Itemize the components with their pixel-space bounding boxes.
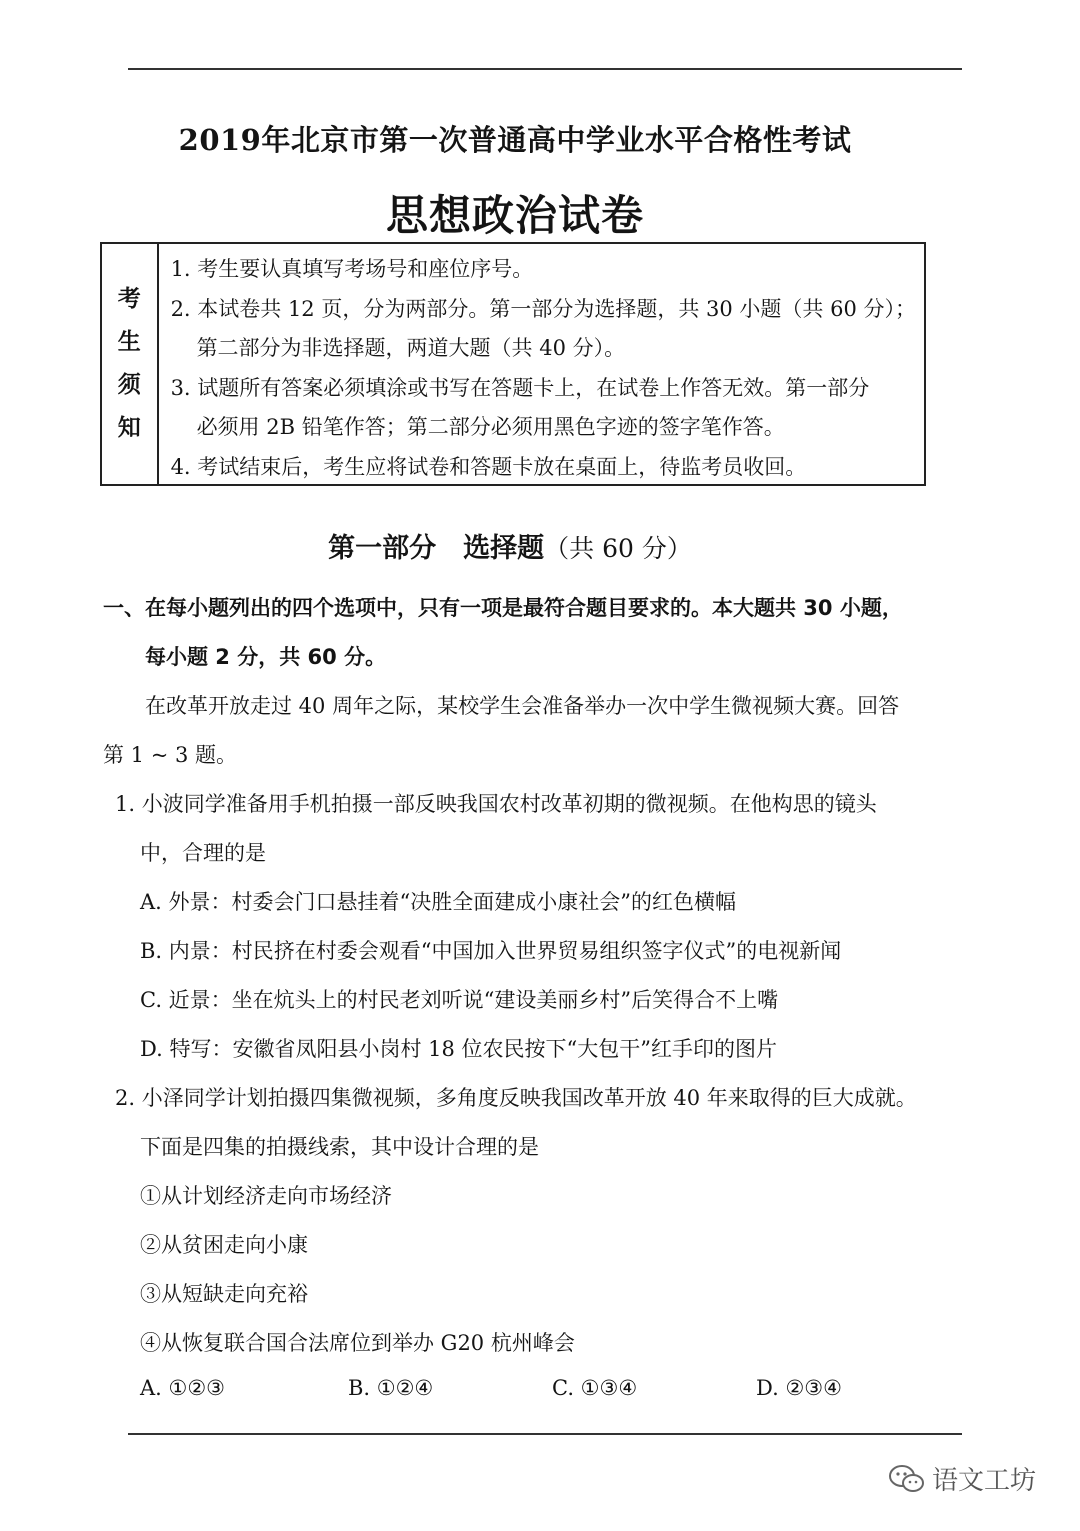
bottom-rule — [128, 1433, 962, 1435]
question-item: ③从短缺走向充裕 — [140, 1282, 308, 1306]
question-option: D. 特写：安徽省凤阳县小岗村 18 位农民按下“大包干”红手印的图片 — [140, 1037, 777, 1061]
watermark-text: 语文工坊 — [932, 1466, 1037, 1496]
notice-body — [159, 244, 924, 484]
context-line: 第 1 ~ 3 题。 — [103, 743, 238, 767]
notice-line: 第二部分为非选择题，两道大题（共 40 分）。 — [196, 336, 626, 360]
question-item: ①从计划经济走向市场经济 — [140, 1184, 392, 1208]
instruction-line: 一、在每小题列出的四个选项中，只有一项是最符合题目要求的。本大题共 30 小题， — [103, 596, 903, 620]
notice-heading — [102, 244, 159, 484]
context-line: 在改革开放走过 40 周年之际，某校学生会准备举办一次中学生微视频大赛。回答 — [145, 694, 900, 718]
notice-heading-char: 生 — [117, 329, 141, 355]
question-option: A. 外景：村委会门口悬挂着“决胜全面建成小康社会”的红色横幅 — [140, 890, 736, 914]
question-stem: 中，合理的是 — [140, 841, 266, 865]
subject-title: 思想政治试卷 — [385, 191, 644, 240]
top-rule — [128, 68, 962, 70]
answer-choice: C. ①③④ — [552, 1376, 638, 1400]
notice-line: 必须用 2B 铅笔作答；第二部分必须用黑色字迹的签字笔作答。 — [196, 415, 785, 439]
notice-line: 1. 考生要认真填写考场号和座位序号。 — [170, 257, 534, 281]
notice-heading-char: 须 — [117, 372, 141, 398]
section-title — [0, 526, 1020, 565]
section-title-text: 第一部分 选择题 — [328, 533, 545, 564]
question-option: B. 内景：村民挤在村委会观看“中国加入世界贸易组织签字仪式”的电视新闻 — [140, 939, 842, 963]
notice-line: 3. 试题所有答案必须填涂或书写在答题卡上，在试卷上作答无效。第一部分 — [170, 375, 870, 400]
section-score: （共 60 分） — [544, 534, 692, 563]
question-stem: 1. 小波同学准备用手机拍摄一部反映我国农村改革初期的微视频。在他构思的镜头 — [115, 792, 877, 816]
exam-notice-box — [100, 242, 926, 486]
notice-heading-char: 考 — [117, 286, 141, 312]
notice-line: 2. 本试卷共 12 页，分为两部分。第一部分为选择题，共 30 小题（共 60 分）； — [170, 296, 916, 321]
wechat-icon — [888, 1464, 926, 1494]
exam-title: 2019年北京市第一次普通高中学业水平合格性考试 — [178, 123, 852, 157]
instruction-line: 每小题 2 分，共 60 分。 — [145, 645, 387, 669]
question-stem: 2. 小泽同学计划拍摄四集微视频，多角度反映我国改革开放 40 年来取得的巨大成就。 — [115, 1086, 917, 1110]
answer-choice: D. ②③④ — [756, 1376, 842, 1400]
notice-heading-char: 知 — [117, 415, 141, 441]
notice-line: 4. 考试结束后，考生应将试卷和答题卡放在桌面上，待监考员收回。 — [170, 454, 807, 479]
question-stem: 下面是四集的拍摄线索，其中设计合理的是 — [140, 1135, 539, 1159]
answer-choice: A. ①②③ — [140, 1376, 225, 1400]
question-item: ④从恢复联合国合法席位到举办 G20 杭州峰会 — [140, 1331, 575, 1355]
answer-choice: B. ①②④ — [348, 1376, 434, 1400]
question-option: C. 近景：坐在炕头上的村民老刘听说“建设美丽乡村”后笑得合不上嘴 — [140, 988, 779, 1012]
question-item: ②从贫困走向小康 — [140, 1233, 308, 1257]
watermark — [888, 1460, 1036, 1497]
